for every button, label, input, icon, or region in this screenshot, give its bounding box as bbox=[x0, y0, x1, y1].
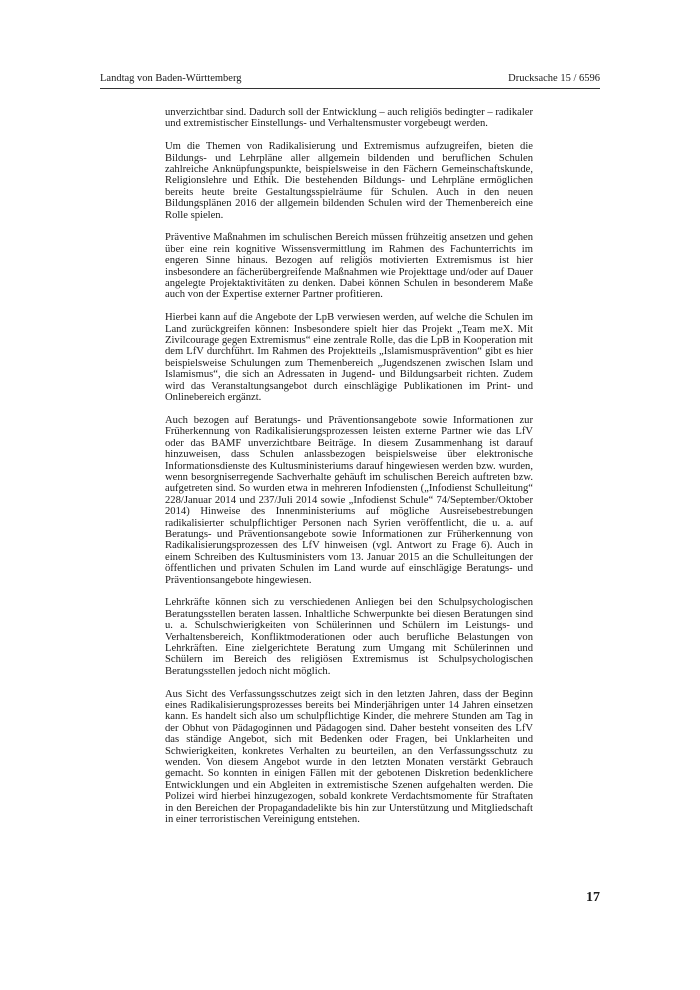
page-header bbox=[100, 72, 600, 86]
body-text bbox=[165, 107, 533, 837]
header-rule bbox=[100, 88, 600, 89]
paragraph-5: Auch bezogen auf Beratungs- und Präventionsangebote sowie Informationen zur Früherkennung von Radikalisierungsprozessen leisten externe Partner wie das LfV oder das BAMF unverzichtbare Beiträge. In diesem Zusammenhang ist darauf hinzuweisen, dass Schulen anlassbezogen beispielsweise über elektronische Informationsdienste des Kultusministeriums darauf hingewiesen werden bzw. wurden, wenn besorgniserregende Sachverhalte gehäuft im schulischen Bereich auftreten bzw. aufgetreten sind. So wurden etwa in mehreren Infodiensten („Infodienst Schulleitung“ 228/Januar 2014 und 237/Juli 2014 sowie „Infodienst Schule“ 74/September/Oktober 2014) Hinweise des Innenministeriums auf mögliche Ausreisebestrebungen radikalisierter schulpflichtiger Personen nach Syrien veröffentlicht, die u. a. auf Beratungs- und Präventionsangebote sowie Informationen zur Früherkennung von Radikalisierungsprozessen des LfV hinweisen (vgl. Antwort zu Frage 6). Auch in einem Schreiben des Kultusministers vom 13. Januar 2015 an die Schulleitungen der öffentlichen und privaten Schulen im Land wurde auf einschlägige Beratungs- und Präventionsangebote hingewiesen. bbox=[165, 414, 533, 586]
paragraph-6: Lehrkräfte können sich zu verschiedenen Anliegen bei den Schulpsychologischen Beratungsstellen beraten lassen. Inhaltliche Schwerpunkte bei diesen Beratungen sind u. a. Schulschwierigkeiten von Schülerinnen und Schülern im Leistungs- und Verhaltensbereich, Konfliktmoderationen oder auch berufliche Belastungen von Lehrkräften. Eine zielgerichtete Beratung zum Umgang mit Schülerinnen und Schülern im Bereich des religiösen Extremismus ist Schulpsychologischen Beratungsstellen jedoch nicht möglich. bbox=[165, 597, 533, 677]
paragraph-2: Um die Themen von Radikalisierung und Extremismus aufzugreifen, bieten die Bildungs- und Lehrpläne aller allgemein bildenden und beruflichen Schulen zahlreiche Anknüpfungspunkte, beispielsweise in den Fächern Gemeinschaftskunde, Religionslehre und Ethik. Die bestehenden Bildungs- und Lehrpläne ermöglichen bereits heute breite Gestaltungsspielräume für Schulen. Auch in den neuen Bildungsplänen 2016 der allgemein bildenden Schulen wird der Themenbereich eine Rolle spielen. bbox=[165, 141, 533, 221]
page-number: 17 bbox=[586, 890, 600, 905]
document-number: Drucksache 15 / 6596 bbox=[508, 73, 600, 84]
paragraph-4: Hierbei kann auf die Angebote der LpB verwiesen werden, auf welche die Schulen im Land zurückgreifen können: Insbesondere spielt hier das Projekt „Team meX. Mit Zivilcourage gegen Extremismus“ eine zentrale Rolle, das die LpB in Kooperation mit dem LfV durchführt. Im Rahmen des Projektteils „Islamismusprävention“ gibt es hier beispielsweise Schulungen zum Themenbereich „Jugendszenen zwischen Islam und Islamismus“, die sich an Adressaten in Jugend- und Bildungsarbeit richten. Zudem wird das Veranstaltungsangebot durch einschlägige Publikationen im Print- und Onlinebereich ergänzt. bbox=[165, 312, 533, 404]
paragraph-7: Aus Sicht des Verfassungsschutzes zeigt sich in den letzten Jahren, dass der Beginn eines Radikalisierungsprozesses bereits bei Minderjährigen unter 14 Jahren einsetzen kann. Es handelt sich also um schulpflichtige Kinder, die mehrere Stunden am Tag in der Obhut von Pädagoginnen und Pädagogen sind. Daher besteht vonseiten des LfV das ständige Angebot, sich mit Bedenken oder Fragen, bei Unklarheiten und Schwierigkeiten, konkretes Verhalten zu beurteilen, an den Verfassungsschutz zu wenden. Von diesem Angebot wurde in den letzten Monaten verstärkt Gebrauch gemacht. So konnten in einigen Fällen mit der gebotenen Diskretion bedenklichere Entwicklungen und ein Abgleiten in extremistische Szenen aufgehalten werden. Die Polizei wird hierbei hinzugezogen, sobald konkrete Verdachtsmomente für Straftaten in den Bereichen der Propagandadelikte bis hin zur Unterstützung und Mitgliedschaft in einer terroristischen Vereinigung entstehen. bbox=[165, 688, 533, 826]
paragraph-1: unverzichtbar sind. Dadurch soll der Entwicklung – auch religiös bedingter – radikaler und extremistischer Einstellungs- und Verhaltensmuster vorgebeugt werden. bbox=[165, 107, 533, 130]
header-title: Landtag von Baden-Württemberg bbox=[100, 73, 242, 84]
paragraph-3: Präventive Maßnahmen im schulischen Bereich müssen frühzeitig ansetzen und gehen über eine rein kognitive Wissensvermittlung im Rahmen des Fachunterrichts im engeren Sinne hinaus. Bezogen auf religiös motivierten Extremismus ist hier insbesondere an fächerübergreifende Maßnahmen wie Projekttage und/oder auf Dauer angelegte Projektaktivitäten zu denken. Dabei können Schulen in besonderem Maße auch von der Expertise externer Partner profitieren. bbox=[165, 232, 533, 301]
